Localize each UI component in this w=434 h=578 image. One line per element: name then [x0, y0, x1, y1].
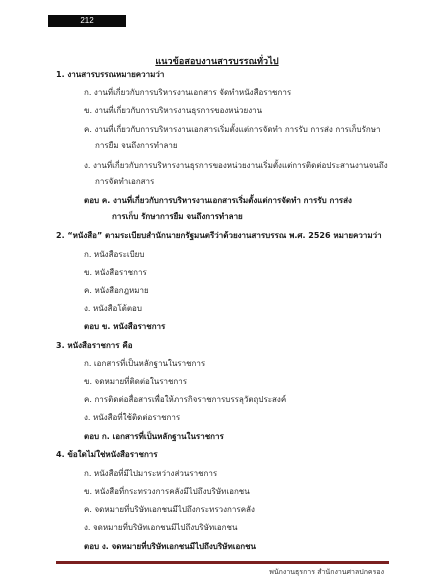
question-3-option-d: ง. หนังสือที่ใช้ติดต่อราชการ [84, 413, 181, 422]
question-3-option-b: ข. จดหมายที่ติดต่อในราชการ [84, 377, 188, 386]
footer-divider [56, 561, 389, 564]
question-4-option-a: ก. หนังสือที่มีไปมาระหว่างส่วนราชการ [84, 469, 218, 478]
question-2-answer: ตอบ ข. หนังสือราชการ [84, 322, 166, 331]
question-1: 1. งานสารบรรณหมายความว่า [56, 70, 165, 79]
question-1-option-a: ก. งานที่เกี่ยวกับการบริหารงานเอกสาร จัดทำหนังสือราชการ [84, 88, 292, 97]
question-2-option-b: ข. หนังสือราชการ [84, 268, 147, 277]
question-1-answer-cont: การเก็บ รักษาการยืม จนถึงการทำลาย [112, 212, 243, 221]
document-title: แนวข้อสอบงานสารบรรณทั่วไป [155, 57, 279, 67]
question-1-option-c-cont: การยืม จนถึงการทำลาย [95, 141, 178, 150]
question-1-option-c: ค. งานที่เกี่ยวกับการบริหารงานเอกสารเริ่มตั้งแต่การจัดทำ การรับ การส่ง การเก็บรักษา [84, 125, 381, 134]
question-2-option-d: ง. หนังสือโต้ตอบ [84, 304, 142, 313]
question-1-option-b: ข. งานที่เกี่ยวกับการบริหารงานธุรการของหน่วยงาน [84, 106, 263, 115]
question-1-answer: ตอบ ค. งานที่เกี่ยวกับการบริหารงานเอกสารเริ่มตั้งแต่การจัดทำ การรับ การส่ง [84, 196, 352, 205]
question-1-option-d: ง. งานที่เกี่ยวกับการบริหารงานธุรการของหน่วยงานเริ่มตั้งแต่การติดต่อประสานงานจนถึง [84, 161, 388, 170]
footer-text: พนักงานธุรการ สำนักงานศาลปกครอง [269, 568, 384, 576]
question-4-answer: ตอบ ง. จดหมายที่บริษัทเอกชนมีไปถึงบริษัทเอกชน [84, 542, 257, 551]
question-3: 3. หนังสือราชการ คือ [56, 341, 133, 350]
question-2-option-c: ค. หนังสือกฎหมาย [84, 286, 149, 295]
question-4-option-d: ง. จดหมายที่บริษัทเอกชนมีไปถึงบริษัทเอกชน [84, 523, 238, 532]
question-4: 4. ข้อใดไม่ใช่หนังสือราชการ [56, 450, 158, 459]
question-3-option-a: ก. เอกสารที่เป็นหลักฐานในราชการ [84, 359, 206, 368]
question-4-option-c: ค. จดหมายที่บริษัทเอกชนมีไปถึงกระทรวงการคลัง [84, 505, 255, 514]
page-number-badge: 212 [48, 15, 126, 27]
question-3-answer: ตอบ ก. เอกสารที่เป็นหลักฐานในราชการ [84, 432, 224, 441]
question-3-option-c: ค. การติดต่อสื่อสารเพื่อให้ภารกิจราชการบรรลุวัตถุประสงค์ [84, 395, 287, 404]
question-1-option-d-cont: การจัดทำเอกสาร [95, 177, 155, 186]
question-2-option-a: ก. หนังสือระเบียบ [84, 250, 145, 259]
question-4-option-b: ข. หนังสือที่กระทรวงการคลังมีไปถึงบริษัทเอกชน [84, 487, 250, 496]
question-2: 2. “หนังสือ” ตามระเบียบสำนักนายกรัฐมนตรีว่าด้วยงานสารบรรณ พ.ศ. 2526 หมายความว่า [56, 231, 382, 240]
